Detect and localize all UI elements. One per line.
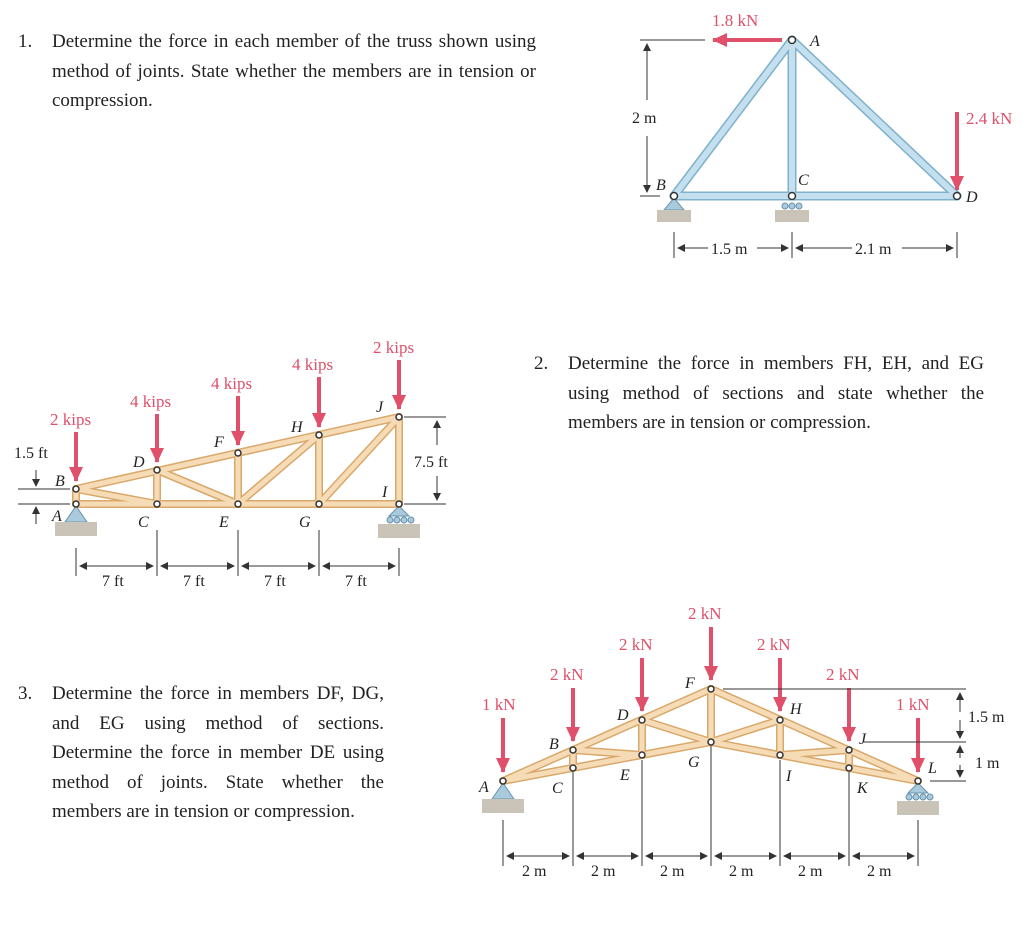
load-label: 2 kips	[373, 338, 415, 357]
joint-label: B	[656, 177, 666, 194]
load-label: 2 kN	[619, 635, 653, 654]
joint-label: D	[966, 189, 978, 206]
joint-label: I	[786, 768, 792, 785]
joint-label: B	[55, 473, 65, 490]
load-label: 1.8 kN	[712, 11, 759, 30]
ground-block	[482, 799, 524, 813]
joint-label: I	[382, 484, 388, 501]
joint-label: B	[549, 736, 559, 753]
joint-label: C	[798, 172, 809, 189]
dimension-label: 2 m	[591, 863, 616, 880]
joint-label: A	[810, 33, 820, 50]
dimension-label: 2 m	[522, 863, 547, 880]
roller-support-icon	[378, 506, 420, 538]
figure-2-truss	[14, 338, 448, 590]
joint-label: G	[688, 754, 700, 771]
load-label: 4 kips	[130, 392, 172, 411]
load-label: 2 kN	[688, 604, 722, 623]
problem-3-text: Determine the force in members DF, DG, and EG using method of sections. Determine the force in member DE using method of joints. State whether the members are in tension or compression.	[52, 683, 384, 822]
problem-1-text: Determine the force in each member of the truss shown using method of joints. State whether the members are in tension or compression.	[52, 31, 536, 111]
joint-label: C	[138, 514, 149, 531]
dimension-label: 1.5 m	[711, 241, 748, 258]
dimension-label: 2 m	[632, 110, 657, 127]
joint-label: J	[376, 399, 384, 416]
joint-b	[671, 193, 678, 200]
dimension-label: 2 m	[867, 863, 892, 880]
problem-2-text: Determine the force in members FH, EH, and EG using method of sections and state whether the members are in tension or compression.	[568, 353, 984, 433]
joint-label: A	[52, 508, 62, 525]
joint-label: A	[479, 779, 489, 796]
joint-a	[789, 37, 796, 44]
joint-label: D	[617, 707, 629, 724]
joint-label: C	[552, 780, 563, 797]
roller-support-icon	[897, 783, 939, 815]
dimension-label: 2 m	[660, 863, 685, 880]
dimension-label: 7 ft	[345, 573, 367, 590]
roller-support-icon	[775, 203, 809, 222]
dimension-label: 2 m	[729, 863, 754, 880]
joint-label: H	[291, 419, 303, 436]
load-label: 2.4 kN	[966, 109, 1013, 128]
problem-2-number: 2.	[534, 353, 549, 374]
dimension-label: 7 ft	[264, 573, 286, 590]
problem-1-number: 1.	[18, 31, 33, 52]
load-label: 1 kN	[482, 695, 516, 714]
dimension-label: 1.5 m	[968, 709, 1005, 726]
pin-support-icon	[65, 506, 87, 522]
joint-d	[954, 193, 961, 200]
joint-label: E	[219, 514, 229, 531]
figure-1-truss	[632, 11, 1012, 258]
dimension-label: 1 m	[975, 755, 1000, 772]
load-label: 2 kN	[826, 665, 860, 684]
load-label: 2 kips	[50, 410, 92, 429]
ground-block	[657, 210, 691, 222]
joint-label: E	[620, 767, 630, 784]
joint-label: F	[685, 675, 695, 692]
joint-label: F	[214, 434, 224, 451]
problem-3-number: 3.	[18, 683, 33, 704]
dimension-label: 2.1 m	[855, 241, 892, 258]
load-label: 4 kips	[292, 355, 334, 374]
joint-label: G	[299, 514, 311, 531]
joint-label: J	[859, 731, 867, 748]
load-label: 2 kN	[550, 665, 584, 684]
joint-label: H	[790, 701, 802, 718]
joint-label: K	[857, 780, 868, 797]
pin-support-icon	[492, 783, 514, 799]
joint-c	[789, 193, 796, 200]
load-label: 4 kips	[211, 374, 253, 393]
dimension-label: 7 ft	[183, 573, 205, 590]
dimension-label: 7 ft	[102, 573, 124, 590]
dimension-label: 2 m	[798, 863, 823, 880]
load-label: 1 kN	[896, 695, 930, 714]
figure-3-truss	[478, 604, 1005, 880]
load-label: 2 kN	[757, 635, 791, 654]
dimension-label: 1.5 ft	[14, 445, 48, 462]
dimension-label: 7.5 ft	[414, 454, 448, 471]
joint-label: L	[928, 760, 937, 777]
joint-label: D	[133, 454, 145, 471]
